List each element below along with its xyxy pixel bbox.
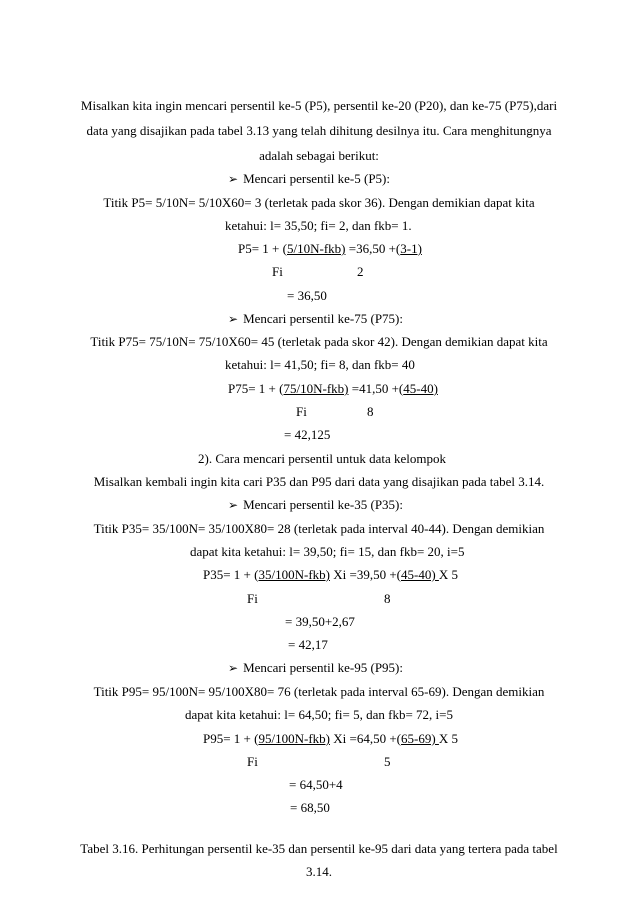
p75-ketahui: ketahui: l= 41,50; fi= 8, dan fkb= 40: [225, 357, 415, 372]
p75-heading: [228, 311, 403, 327]
p5-formula-d: 3-1): [400, 241, 422, 256]
p95-ketahui: dapat kita ketahui: l= 64,50; fi= 5, dan fkb= 72, i=5: [185, 707, 453, 722]
p75-formula-a: P75= 1 + (: [228, 381, 284, 396]
p5-result: = 36,50: [287, 288, 327, 303]
p95-formula-e: X 5: [438, 731, 459, 746]
p95-formula-numerator: 95/100N-fkb): [258, 731, 330, 746]
p95-formula-d: 65-69): [400, 731, 439, 746]
p95-formula-a: P95= 1 + (: [203, 731, 259, 746]
p5-denominator-value: 2: [357, 264, 364, 279]
p75-formula: [228, 381, 438, 397]
p75-formula-d: 45-40): [403, 381, 438, 396]
p95-formula: [203, 731, 458, 747]
p35-formula-e: X 5: [438, 567, 459, 582]
p95-result-1: = 64,50+4: [289, 777, 343, 792]
p5-formula-a: P5= 1 + (: [238, 241, 287, 256]
p75-denominator-fi: Fi: [296, 404, 307, 419]
p5-heading: [228, 171, 390, 187]
intro-line-2: data yang disajikan pada tabel 3.13 yang telah dihitung desilnya itu. Cara menghitungnya: [86, 123, 552, 138]
p95-formula-c: Xi =64,50 +(: [329, 731, 401, 746]
p35-denominator-fi: Fi: [247, 591, 258, 606]
p35-heading-text: Mencari persentil ke-35 (P35):: [243, 497, 403, 512]
section2-intro: Misalkan kembali ingin kita cari P35 dan P95 dari data yang disajikan pada tabel 3.14.: [93, 474, 545, 489]
p5-heading-text: Mencari persentil ke-5 (P5):: [243, 171, 390, 186]
p95-denominator-value: 5: [384, 754, 391, 769]
intro-line-3: adalah sebagai berikut:: [259, 148, 379, 163]
p95-heading: [228, 660, 403, 676]
p95-denominator-fi: Fi: [247, 754, 258, 769]
intro-line-1: Misalkan kita ingin mencari persentil ke-5 (P5), persentil ke-20 (P20), dan ke-75 (P75),dari: [80, 98, 558, 113]
arrow-bullet-icon: ➢: [228, 312, 239, 326]
p75-formula-numerator: 75/10N-fkb): [283, 381, 349, 396]
arrow-bullet-icon: ➢: [228, 661, 239, 675]
section2-title: 2). Cara mencari persentil untuk data kelompok: [198, 451, 447, 466]
p35-formula-a: P35= 1 + (: [203, 567, 259, 582]
p95-titik: Titik P95= 95/100N= 95/100X80= 76 (terletak pada interval 65-69). Dengan demikian: [93, 684, 545, 699]
p35-heading: [228, 497, 403, 513]
table-caption-line-2: 3.14.: [306, 864, 332, 879]
p5-titik: Titik P5= 5/10N= 5/10X60= 3 (terletak pada skor 36). Dengan demikian dapat kita: [103, 195, 535, 210]
p35-ketahui: dapat kita ketahui: l= 39,50; fi= 15, dan fkb= 20, i=5: [190, 544, 465, 559]
p5-formula: [238, 241, 422, 257]
p35-formula-numerator: 35/100N-fkb): [258, 567, 330, 582]
p95-result-2: = 68,50: [290, 800, 330, 815]
p35-result-1: = 39,50+2,67: [285, 614, 355, 629]
p35-denominator-value: 8: [384, 591, 391, 606]
p5-ketahui: ketahui: l= 35,50; fi= 2, dan fkb= 1.: [225, 218, 412, 233]
p95-heading-text: Mencari persentil ke-95 (P95):: [243, 660, 403, 675]
p5-formula-c: =36,50 +(: [345, 241, 401, 256]
table-caption-line-1: Tabel 3.16. Perhitungan persentil ke-35 dan persentil ke-95 dari data yang tertera pada tabel: [80, 841, 558, 856]
p35-result-2: = 42,17: [288, 637, 328, 652]
arrow-bullet-icon: ➢: [228, 498, 239, 512]
p35-formula-d: 45-40): [400, 567, 439, 582]
p5-denominator-fi: Fi: [272, 264, 283, 279]
p75-formula-c: =41,50 +(: [348, 381, 404, 396]
arrow-bullet-icon: ➢: [228, 172, 239, 186]
p75-result: = 42,125: [284, 427, 331, 442]
p75-heading-text: Mencari persentil ke-75 (P75):: [243, 311, 403, 326]
p35-formula-c: Xi =39,50 +(: [329, 567, 401, 582]
p5-formula-numerator: 5/10N-fkb): [286, 241, 346, 256]
p35-formula: [203, 567, 458, 583]
p75-denominator-value: 8: [367, 404, 374, 419]
p35-titik: Titik P35= 35/100N= 35/100X80= 28 (terletak pada interval 40-44). Dengan demikian: [93, 521, 545, 536]
p75-titik: Titik P75= 75/10N= 75/10X60= 45 (terletak pada skor 42). Dengan demikian dapat kita: [90, 334, 548, 349]
